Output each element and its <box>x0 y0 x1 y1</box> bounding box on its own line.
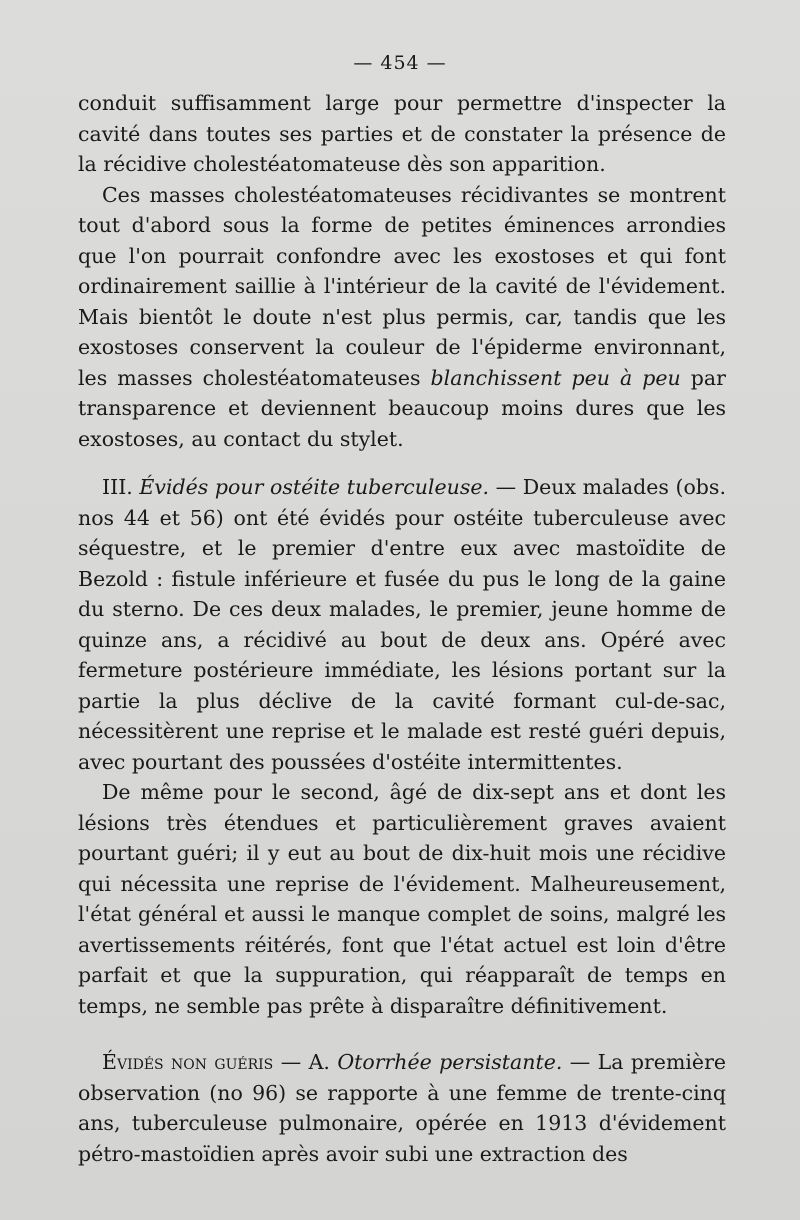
paragraph-4: De même pour le second, âgé de dix-sept ans et dont les lésions très étendues et particulièrement graves avaient pourtant guéri; il y eut au bout de dix-huit mois une récidive qui nécessita une reprise de l'évidement. Malheureusement, l'état général et aussi le manque complet de soins, malgré les avertissements réitérés, font que l'état actuel est loin d'être parfait et que la suppuration, qui réapparaît de temps en temps, ne semble pas prête à disparaître définitivement. <box>78 780 726 1018</box>
paragraph-2-text-b: par transparence et deviennent beaucoup moins dures que les exostoses, au contact du stylet. <box>78 365 726 451</box>
section-heading: Évidés pour ostéite tuberculeuse. <box>139 475 489 499</box>
paragraph-3 <box>78 472 726 777</box>
page-number: — 454 — <box>353 52 447 74</box>
subsection-marker: — A. <box>280 1050 330 1074</box>
paragraph-1: conduit suffisamment large pour permettre d'inspecter la cavité dans toutes ses parties et de constater la présence de la récidive cholestéatomateuse dès son apparition. <box>78 91 726 176</box>
section-number: III. <box>102 475 133 499</box>
paragraph-2-emphasis: blanchissent peu à peu <box>430 365 681 390</box>
paragraph-2 <box>78 180 726 455</box>
paragraph-5 <box>78 1047 726 1169</box>
paragraph-3-text: — Deux malades (obs. nos 44 et 56) ont été évidés pour ostéite tuberculeuse avec séquestre, et le premier d'entre eux avec mastoïdite de Bezold : fistule inférieure et fusée du pus le long de la gaine du sterno. De ces deux malades, le premier, jeune homme de quinze ans, a récidivé au bout de deux ans. Opéré avec fermeture postérieure immédiate, les lésions portant sur la partie la plus déclive de la cavité formant cul-de-sac, nécessitèrent une reprise et le malade est resté guéri depuis, avec pourtant des poussées d'ostéite intermittentes. <box>78 475 726 774</box>
body-text <box>78 88 726 1169</box>
paragraph-2-text-a: Ces masses cholestéatomateuses récidivantes se montrent tout d'abord sous la forme de petites éminences arrondies que l'on pourrait confondre avec les exostoses et qui font ordinairement saillie à l'intérieur de la cavité de l'évidement. Mais bientôt le doute n'est plus permis, car, tandis que les exostoses conservent la couleur de l'épiderme environnant, les masses cholestéatomateuses <box>78 182 726 390</box>
section-title-smallcaps: Évidés non guéris <box>102 1050 274 1074</box>
paragraph-5-text: — La première observation (no 96) se rapporte à une femme de trente-cinq ans, tuberculeuse pulmonaire, opérée en 1913 d'évidement pétro-mastoïdien après avoir subi une extraction des <box>78 1050 726 1166</box>
subsection-heading: Otorrhée persistante. <box>337 1050 563 1074</box>
